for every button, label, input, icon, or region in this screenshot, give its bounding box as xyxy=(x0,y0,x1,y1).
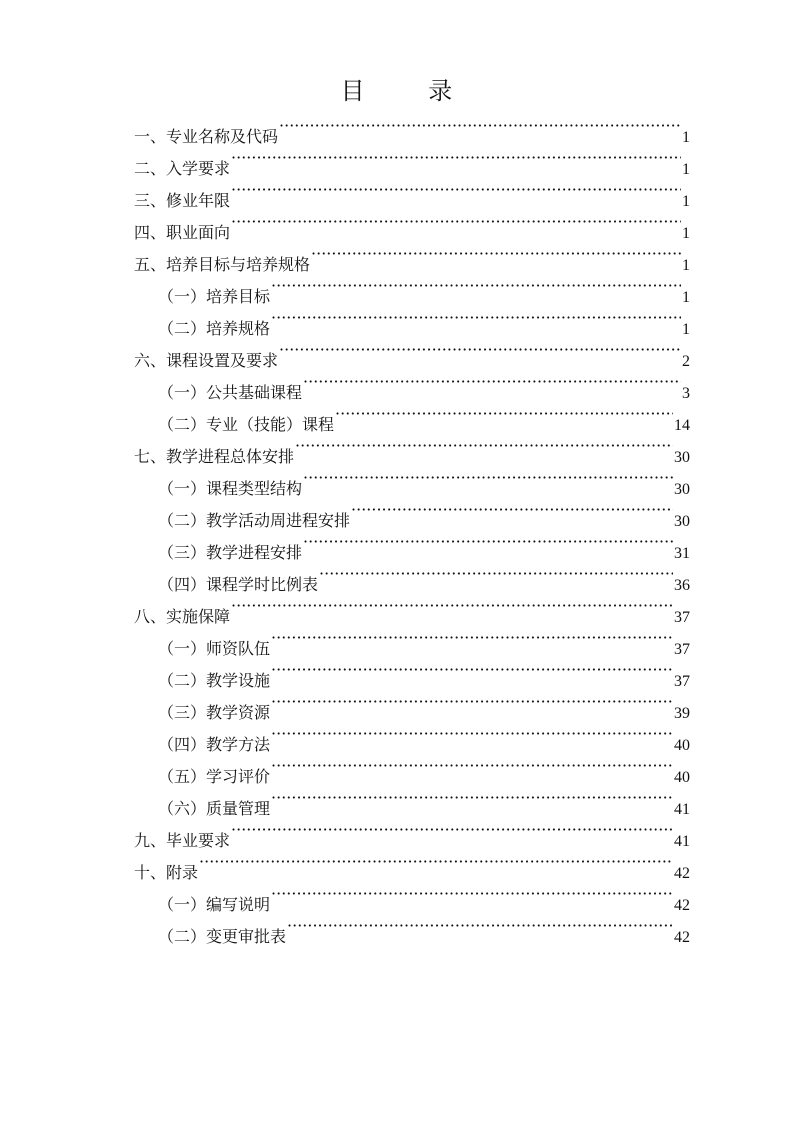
toc-entry-page-number: 30 xyxy=(674,449,690,466)
toc-entry-page-number: 1 xyxy=(682,289,690,306)
toc-entry-page-number: 31 xyxy=(674,545,690,562)
toc-entry-page-number: 37 xyxy=(674,673,690,690)
toc-dot-leader xyxy=(303,366,681,398)
toc-title: 目 录 xyxy=(340,77,481,105)
toc-entry-page-number: 37 xyxy=(674,609,690,626)
toc-entry-label: （二）教学活动周进程安排 xyxy=(158,511,351,530)
toc-entry-page-number: 14 xyxy=(674,417,690,434)
toc-dot-leader xyxy=(231,174,681,206)
toc-dot-leader xyxy=(335,398,673,430)
toc-dot-leader xyxy=(311,238,681,270)
toc-dot-leader xyxy=(319,558,673,590)
toc-entry-page-number: 3 xyxy=(682,385,690,402)
toc-dot-leader xyxy=(279,334,681,366)
toc-dot-leader xyxy=(271,878,673,910)
toc-entry-label: 一、专业名称及代码 xyxy=(134,127,279,146)
toc-entry-label: （一）编写说明 xyxy=(158,895,271,914)
toc-dot-leader xyxy=(287,910,673,942)
toc-entry-label: 八、实施保障 xyxy=(134,607,231,626)
toc-entry-label: （五）学习评价 xyxy=(158,767,271,786)
toc-entry-label: （一）培养目标 xyxy=(158,287,271,306)
toc-entry-label: 九、毕业要求 xyxy=(134,831,231,850)
toc-entry-label: （二）教学设施 xyxy=(158,671,271,690)
toc-dot-leader xyxy=(351,494,673,526)
toc-dot-leader xyxy=(231,206,681,238)
toc-entry-label: （三）教学资源 xyxy=(158,703,271,722)
toc-entry-label: （三）教学进程安排 xyxy=(158,543,303,562)
toc-dot-leader xyxy=(271,654,673,686)
table-of-contents xyxy=(134,110,690,946)
toc-entry[interactable] xyxy=(134,846,690,882)
toc-entry-page-number: 1 xyxy=(682,161,690,178)
toc-entry-page-number: 40 xyxy=(674,737,690,754)
toc-entry-label: 十、附录 xyxy=(134,863,199,882)
toc-dot-leader xyxy=(271,270,681,302)
toc-entry-label: （二）培养规格 xyxy=(158,319,271,338)
toc-dot-leader xyxy=(271,750,673,782)
toc-entry-page-number: 40 xyxy=(674,769,690,786)
toc-dot-leader xyxy=(279,110,681,142)
toc-entry-label: （一）公共基础课程 xyxy=(158,383,303,402)
toc-entry-label: 二、入学要求 xyxy=(134,159,231,178)
toc-entry-page-number: 1 xyxy=(682,257,690,274)
toc-entry-page-number: 41 xyxy=(674,801,690,818)
toc-dot-leader xyxy=(295,430,673,462)
toc-entry-page-number: 1 xyxy=(682,225,690,242)
toc-entry-label: 七、教学进程总体安排 xyxy=(134,447,295,466)
toc-entry-label: （四）课程学时比例表 xyxy=(158,575,319,594)
toc-dot-leader xyxy=(199,846,673,878)
toc-dot-leader xyxy=(271,686,673,718)
toc-entry-page-number: 1 xyxy=(682,129,690,146)
toc-dot-leader xyxy=(271,718,673,750)
toc-dot-leader xyxy=(231,142,681,174)
toc-entry-label: 四、职业面向 xyxy=(134,223,231,242)
toc-entry-page-number: 42 xyxy=(674,865,690,882)
toc-entry-page-number: 41 xyxy=(674,833,690,850)
toc-dot-leader xyxy=(271,302,681,334)
toc-dot-leader xyxy=(231,590,673,622)
toc-entry-label: （一）师资队伍 xyxy=(158,639,271,658)
toc-dot-leader xyxy=(271,782,673,814)
toc-entry-page-number: 30 xyxy=(674,481,690,498)
toc-entry-page-number: 36 xyxy=(674,577,690,594)
toc-entry-label: 六、课程设置及要求 xyxy=(134,351,279,370)
toc-dot-leader xyxy=(231,814,673,846)
toc-entry-page-number: 42 xyxy=(674,929,690,946)
toc-entry-label: （二）变更审批表 xyxy=(158,927,287,946)
toc-entry-page-number: 2 xyxy=(682,353,690,370)
toc-entry-label: （一）课程类型结构 xyxy=(158,479,303,498)
toc-entry-label: 三、修业年限 xyxy=(134,191,231,210)
toc-entry-label: （六）质量管理 xyxy=(158,799,271,818)
toc-entry-label: （二）专业（技能）课程 xyxy=(158,415,335,434)
toc-entry-page-number: 30 xyxy=(674,513,690,530)
toc-entry-page-number: 37 xyxy=(674,641,690,658)
toc-dot-leader xyxy=(303,462,673,494)
toc-dot-leader xyxy=(271,622,673,654)
toc-entry-page-number: 42 xyxy=(674,897,690,914)
toc-dot-leader xyxy=(303,526,673,558)
toc-entry[interactable] xyxy=(134,110,690,146)
toc-entry-label: 五、培养目标与培养规格 xyxy=(134,255,311,274)
toc-entry-page-number: 1 xyxy=(682,321,690,338)
toc-entry-label: （四）教学方法 xyxy=(158,735,271,754)
toc-entry-page-number: 1 xyxy=(682,193,690,210)
toc-entry-page-number: 39 xyxy=(674,705,690,722)
toc-entry[interactable] xyxy=(134,878,690,914)
